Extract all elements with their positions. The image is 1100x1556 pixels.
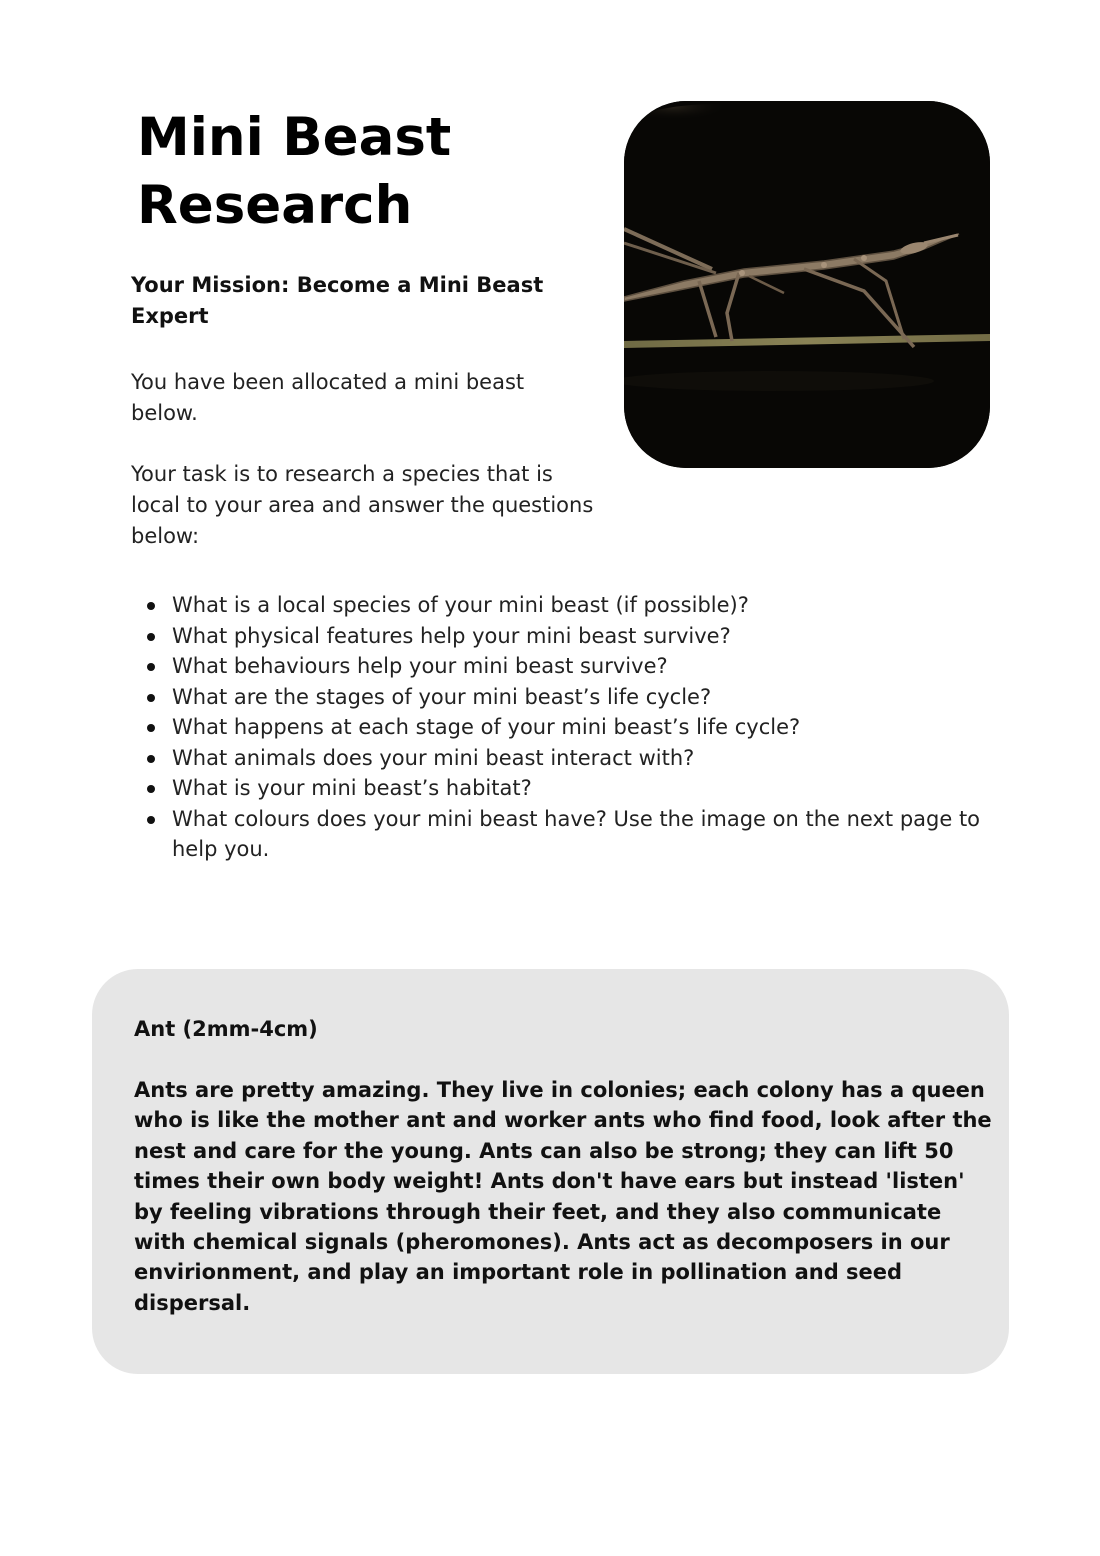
mission-heading: Your Mission: Become a Mini Beast Expert <box>131 273 544 328</box>
info-heading: Ant (2mm-4cm) <box>134 1017 318 1041</box>
list-item: What is a local species of your mini beast (if possible)? <box>131 590 981 621</box>
research-question-list <box>131 590 981 865</box>
intro-text: You have been allocated a mini beast below. <box>131 370 525 425</box>
list-item: What colours does your mini beast have? Use the image on the next page to help you. <box>131 804 981 865</box>
list-item: What behaviours help your mini beast survive? <box>131 651 981 682</box>
mini-beast-info-box <box>92 969 1009 1374</box>
stick-insect-photo <box>624 101 990 468</box>
list-item: What happens at each stage of your mini beast’s life cycle? <box>131 712 981 743</box>
list-item: What physical features help your mini beast survive? <box>131 621 981 652</box>
list-item: What animals does your mini beast interact with? <box>131 743 981 774</box>
page-title: Mini Beast Research <box>137 107 452 236</box>
task-text: Your task is to research a species that is local to your area and answer the questions below: <box>131 462 594 548</box>
info-body: Ants are pretty amazing. They live in colonies; each colony has a queen who is like the mother ant and worker ants who find food, look after the nest and care for the young. Ants can also be strong; they can lift 50 times their own body weight! Ants don't have ears but instead 'listen' by feeling vibrations through their feet, and they also communicate with chemical signals (pheromones). Ants act as decomposers in our envirionment, and play an important role in pollination and seed dispersal. <box>134 1078 992 1315</box>
list-item: What is your mini beast’s habitat? <box>131 773 981 804</box>
list-item: What are the stages of your mini beast’s life cycle? <box>131 682 981 713</box>
